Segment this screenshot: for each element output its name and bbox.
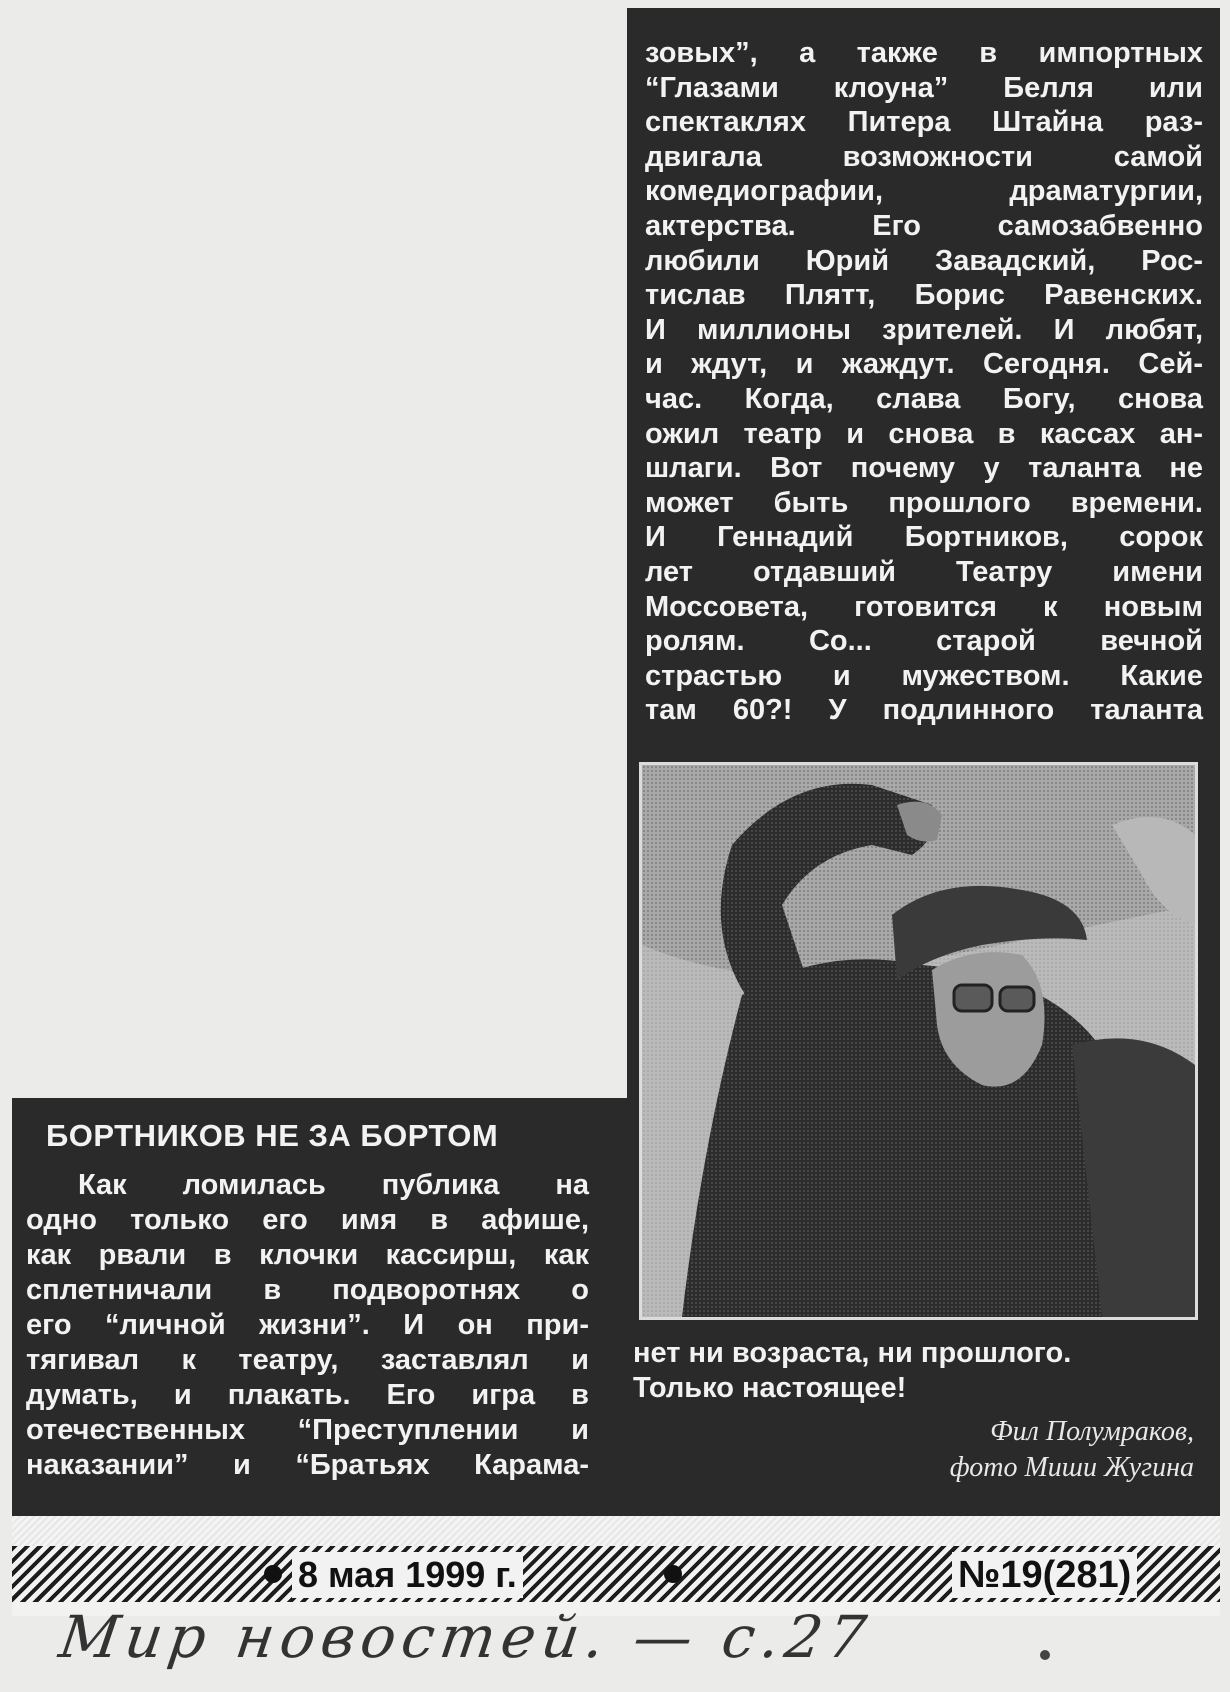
text-line: его “личной жизни”. И он при- <box>26 1309 589 1341</box>
photo-credit: фото Миши Жугина <box>949 1452 1194 1483</box>
text-line: актерства. Его самозабвенно <box>645 209 1203 242</box>
text-line: тислав Плятт, Борис Равенских. <box>645 279 1203 312</box>
text-line: сплетничали в подворотнях о <box>26 1274 589 1306</box>
text-line: одно только его имя в афише, <box>26 1204 589 1236</box>
article-photo <box>639 762 1198 1320</box>
text-line: может быть прошлого времени. <box>645 486 1203 519</box>
text-line: И Геннадий Бортников, сорок <box>645 521 1203 554</box>
issue-date: 8 мая 1999 г. <box>292 1552 523 1598</box>
text-line: спектаклях Питера Штайна раз- <box>645 106 1203 139</box>
text-line: любили Юрий Завадский, Рос- <box>645 244 1203 277</box>
text-line: “Глазами клоуна” Белля или <box>645 71 1203 104</box>
text-line: наказании” и “Братьях Карама- <box>26 1449 589 1481</box>
handwritten-note: Мир новостей. — с.27 <box>55 1603 877 1671</box>
bullet-icon <box>264 1565 282 1583</box>
text-line: Как ломилась публика на <box>78 1169 589 1201</box>
ink-dot <box>1040 1650 1050 1660</box>
article-closing-text <box>633 1336 1213 1405</box>
text-line: зовых”, а также в импортных <box>645 37 1203 69</box>
text-line: лет отдавший Театру имени <box>645 555 1203 588</box>
footer-light-stripes <box>12 1516 1220 1546</box>
article-left-column-text <box>26 1168 589 1483</box>
text-line: ролям. Со... старой вечной <box>645 625 1203 658</box>
author-credit: Фил Полумраков, <box>990 1416 1194 1447</box>
text-line: тягивал к театру, заставлял и <box>26 1344 589 1376</box>
text-line: там 60?! У подлинного таланта <box>645 694 1203 727</box>
article-headline: БОРТНИКОВ НЕ ЗА БОРТОМ <box>46 1118 499 1153</box>
article-credits <box>760 1414 1194 1486</box>
text-line: час. Когда, слава Богу, снова <box>645 382 1203 415</box>
photo-illustration <box>642 765 1195 1317</box>
text-line: и ждут, и жаждут. Сегодня. Сей- <box>645 348 1203 381</box>
issue-number: №19(281) <box>952 1552 1137 1598</box>
text-line: страстью и мужеством. Какие <box>645 659 1203 692</box>
text-line: думать, и плакать. Его игра в <box>26 1379 589 1411</box>
text-line: как рвали в клочки кассирш, как <box>26 1239 589 1271</box>
text-line: нет ни возраста, ни прошлого. <box>633 1337 1072 1369</box>
text-line: шлаги. Вот почему у таланта не <box>645 452 1203 485</box>
text-line: И миллионы зрителей. И любят, <box>645 313 1203 346</box>
text-line: комедиографии, драматургии, <box>645 175 1203 208</box>
text-line: двигала возможности самой <box>645 140 1203 173</box>
article-top-column-text <box>645 36 1203 728</box>
text-line: отечественных “Преступлении и <box>26 1414 589 1446</box>
bullet-icon <box>664 1565 682 1583</box>
text-line: ожил театр и снова в кассах ан- <box>645 417 1203 450</box>
text-line: Моссовета, готовится к новым <box>645 590 1203 623</box>
text-line: Только настоящее! <box>633 1371 907 1404</box>
